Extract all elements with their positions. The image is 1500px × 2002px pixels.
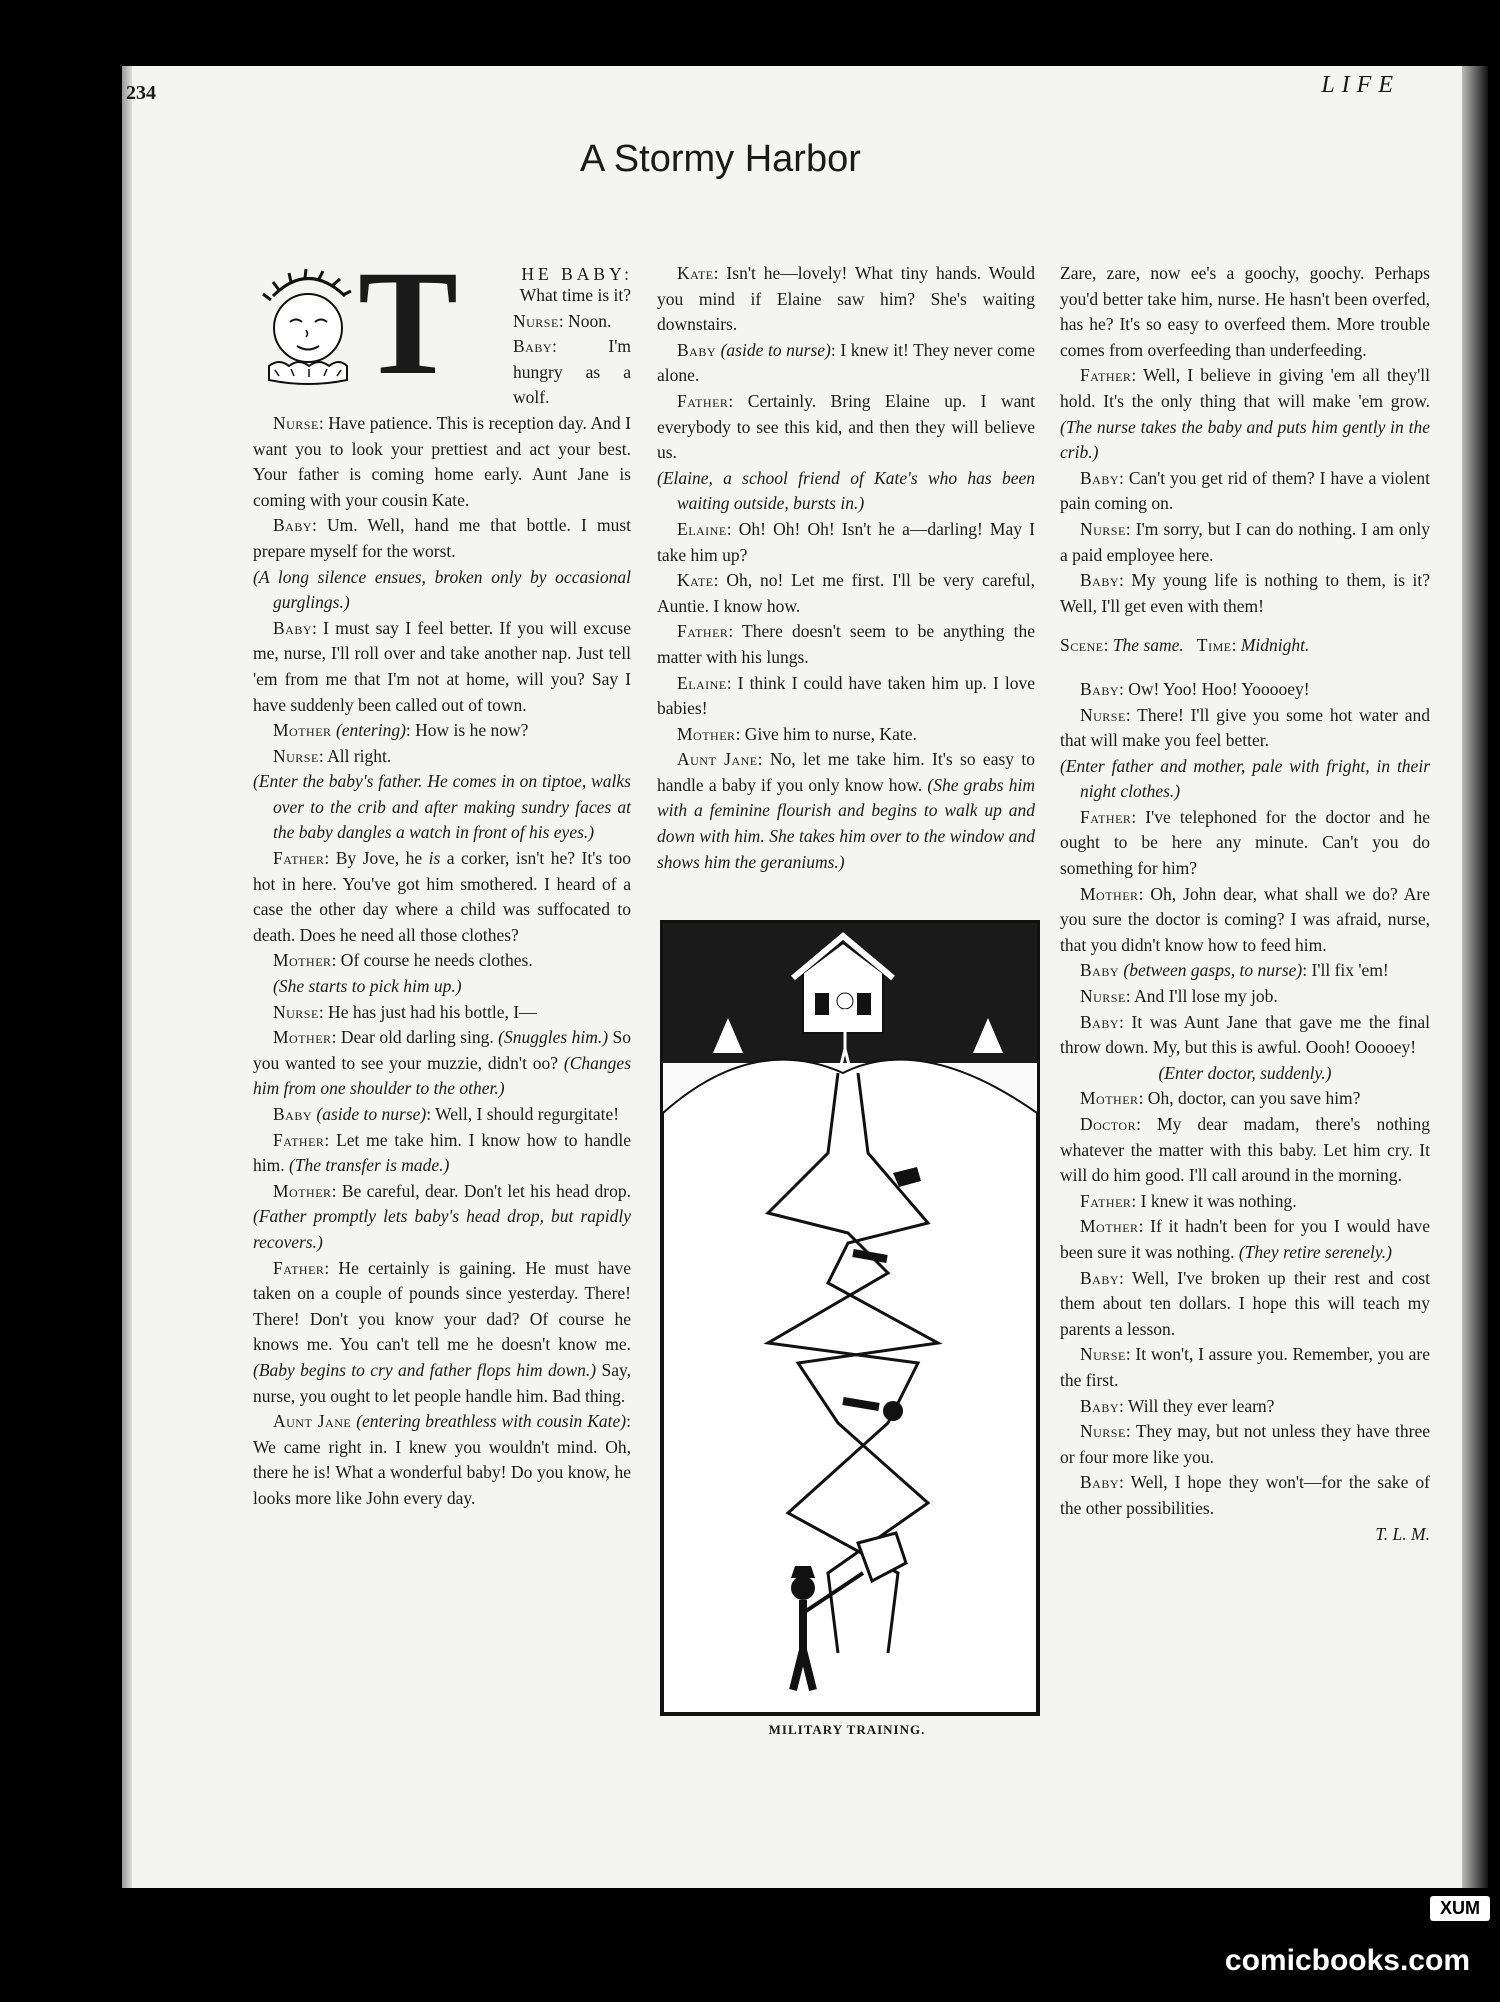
para-kate-first: Kate: Oh, no! Let me first. I'll be very careful, Auntie. I know how. bbox=[657, 570, 1035, 616]
facing-page-edge bbox=[1462, 66, 1488, 1888]
para-mother-careful: Mother: Be careful, dear. Don't let his head drop. (Father promptly lets baby's head drop, but rapidly recovers.) bbox=[253, 1180, 631, 1252]
para-elaine-babies: Elaine: I think I could have taken him up. I love babies! bbox=[657, 672, 1035, 719]
para-nurse-sorry: Nurse: I'm sorry, but I can do nothing. I am only a paid employee here. bbox=[1060, 518, 1430, 565]
para-mother-retire: Mother: If it hadn't been for you I would have been sure it was nothing. (They retire serenely.) bbox=[1060, 1216, 1430, 1262]
column-2 bbox=[657, 261, 1035, 875]
para-baby-bottle: Baby: Um. Well, hand me that bottle. I must prepare myself for the worst. bbox=[253, 515, 631, 561]
column-1 bbox=[253, 240, 633, 1512]
running-head: LIFE bbox=[1321, 72, 1400, 98]
line-baby-hungry: Baby: I'm hungry as a wolf. bbox=[513, 336, 631, 408]
para-mother-clothes: Mother: Of course he needs clothes. bbox=[273, 950, 533, 971]
para-mother-darling: Mother: Dear old darling sing. (Snuggles him.) So you wanted to see your muzzie, didn't oo? (Changes him from one shoulder to the other.) bbox=[253, 1027, 631, 1099]
para-aunt-jane-goochy: Zare, zare, now ee's a goochy, goochy. Perhaps you'd better take him, nurse. He hasn't been overfed, has he? It's so easy to overfeed them. More trouble comes from overfeeding than underfeeding. bbox=[1060, 263, 1430, 360]
illustration-caption: MILITARY TRAINING. bbox=[768, 1722, 926, 1737]
drop-cap-letter: T bbox=[358, 240, 459, 406]
stage-direction-father-enters: (Enter the baby's father. He comes in on tiptoe, walks over to the crib and after making sundry faces at the baby dangles a watch in front of his eyes.) bbox=[253, 771, 631, 843]
scene-heading: Scene: The same. Time: Midnight. bbox=[1060, 635, 1310, 656]
para-father-take: Father: Let me take him. I know how to handle him. (The transfer is made.) bbox=[253, 1129, 631, 1176]
stage-direction-night-clothes: (Enter father and mother, pale with fright, in their night clothes.) bbox=[1060, 755, 1430, 802]
para-mother-give: Mother: Give him to nurse, Kate. bbox=[677, 723, 917, 744]
para-nurse-bottle: Nurse: He has just had his bottle, I— bbox=[273, 1001, 537, 1022]
stage-direction-pick-up: (She starts to pick him up.) bbox=[273, 976, 462, 997]
watermark-tag: XUM bbox=[1430, 1896, 1490, 1921]
author-signature: T. L. M. bbox=[1375, 1523, 1430, 1544]
page-binding bbox=[122, 66, 132, 1888]
para-elaine-oh: Elaine: Oh! Oh! Oh! Isn't he a—darling! May I take him up? bbox=[657, 518, 1035, 565]
para-mother-john: Mother: Oh, John dear, what shall we do? Are you sure the doctor is coming? I was afraid, nurse, that you didn't know how to feed him. bbox=[1060, 883, 1430, 955]
baby-face-illustration bbox=[253, 266, 363, 391]
para-father-telephoned: Father: I've telephoned for the doctor and he ought to be here any minute. Can't you do something for him? bbox=[1060, 806, 1430, 879]
para-mother-entering: Mother (entering): How is he now? bbox=[273, 720, 529, 741]
para-nurse-job: Nurse: And I'll lose my job. bbox=[1080, 986, 1278, 1007]
column-3 bbox=[1060, 261, 1430, 1547]
para-baby-even: Baby: My young life is nothing to them, is it? Well, I'll get even with them! bbox=[1060, 570, 1430, 616]
para-baby-rid: Baby: Can't you get rid of them? I have a violent pain coming on. bbox=[1060, 467, 1430, 514]
para-baby-aside: Baby (aside to nurse): I knew it! They never come alone. bbox=[657, 339, 1035, 386]
para-father-lungs: Father: There doesn't seem to be anything the matter with his lungs. bbox=[657, 621, 1035, 667]
para-baby-learn: Baby: Will they ever learn? bbox=[1080, 1395, 1275, 1416]
line-what-time: What time is it? bbox=[519, 285, 631, 305]
stage-direction-elaine: (Elaine, a school friend of Kate's who has been waiting outside, bursts in.) bbox=[657, 467, 1035, 514]
stage-direction-doctor: (Enter doctor, suddenly.) bbox=[1158, 1062, 1332, 1083]
stage-direction-silence: (A long silence ensues, broken only by occasional gurglings.) bbox=[253, 566, 631, 613]
para-baby-fix: Baby (between gasps, to nurse): I'll fix 'em! bbox=[1080, 960, 1389, 981]
para-mother-save: Mother: Oh, doctor, can you save him? bbox=[1080, 1088, 1361, 1109]
article-title: A Stormy Harbor bbox=[580, 138, 861, 180]
para-nurse-hot-water: Nurse: There! I'll give you some hot water and that will make you feel better. bbox=[1060, 704, 1430, 751]
para-father-certainly: Father: Certainly. Bring Elaine up. I want everybody to see this kid, and then they will believe us. bbox=[657, 390, 1035, 463]
para-baby-hope: Baby: Well, I hope they won't—for the sake of the other possibilities. bbox=[1060, 1472, 1430, 1518]
para-baby-ow: Baby: Ow! Yoo! Hoo! Yooooey! bbox=[1080, 678, 1310, 699]
para-baby-throw-down: Baby: It was Aunt Jane that gave me the final throw down. My, but this is awful. Oooh! Ooooey! bbox=[1060, 1011, 1430, 1058]
para-father-gaining: Father: He certainly is gaining. He must have taken on a couple of pounds since yesterday. There! There! Don't you know your dad? Of course he knows me. You can't tell me he doesn't know me. (Baby begins to cry and father flops him down.) Say, nurse, you ought to let people handle him. Bad thing. bbox=[253, 1257, 631, 1406]
para-baby-regurgitate: Baby (aside to nurse): Well, I should regurgitate! bbox=[273, 1104, 620, 1124]
para-kate-lovely: Kate: Isn't he—lovely! What tiny hands. Would you mind if Elaine saw him? She's waiting downstairs. bbox=[657, 263, 1035, 335]
page-number: 234 bbox=[126, 82, 156, 104]
line-nurse-patience: Nurse: Have patience. This is reception day. And I want you to look your prettiest and act your best. Your father is coming home early. Aunt Jane is coming with your cousin Kate. bbox=[253, 412, 631, 510]
watermark-site: comicbooks.com bbox=[1224, 1944, 1470, 1977]
military-training-illustration bbox=[660, 920, 1040, 1716]
opening-line: HE BABY: bbox=[521, 264, 633, 284]
para-nurse-wont: Nurse: It won't, I assure you. Remember, you are the first. bbox=[1060, 1344, 1430, 1390]
para-aunt-jane-take: Aunt Jane: No, let me take him. It's so easy to handle a baby if you only know how. (She grabs him with a feminine flourish and begins to walk up and down with him. She takes him over to the window and shows him the geraniums.) bbox=[657, 749, 1035, 872]
para-baby-broken-up: Baby: Well, I've broken up their rest and cost them about ten dollars. I hope this will teach my parents a lesson. bbox=[1060, 1267, 1430, 1339]
para-nurse-may: Nurse: They may, but not unless they have three or four more like you. bbox=[1060, 1421, 1430, 1467]
para-father-jove: Father: By Jove, he is a corker, isn't he? It's too hot in here. You've got him smothered. I heard of a case the other day where a child was suffocated to death. Does he need all those clothes? bbox=[253, 848, 631, 945]
para-aunt-jane-entering: Aunt Jane (entering breathless with cousin Kate): We came right in. I knew you wouldn't mind. Oh, there he is! What a wonderful baby! Do you know, he looks more like John every day. bbox=[253, 1411, 632, 1508]
para-doctor-madam: Doctor: My dear madam, there's nothing whatever the matter with this baby. Let him cry. It will do him good. I'll call around in the morning. bbox=[1060, 1114, 1430, 1186]
para-nurse-allright: Nurse: All right. bbox=[273, 745, 392, 766]
snow-trench-drawing bbox=[663, 923, 1037, 1713]
para-father-giving: Father: Well, I believe in giving 'em all they'll hold. It's the only thing that will make 'em grow. (The nurse takes the baby and puts him gently in the crib.) bbox=[1060, 365, 1430, 463]
para-baby-better: Baby: I must say I feel better. If you will excuse me, nurse, I'll roll over and take another nap. Just tell 'em from me that I'm not at home, will you? Say I have suddenly been called out of town. bbox=[253, 617, 631, 715]
line-nurse-noon: Nurse: Noon. bbox=[513, 310, 612, 331]
para-father-nothing: Father: I knew it was nothing. bbox=[1080, 1190, 1297, 1211]
